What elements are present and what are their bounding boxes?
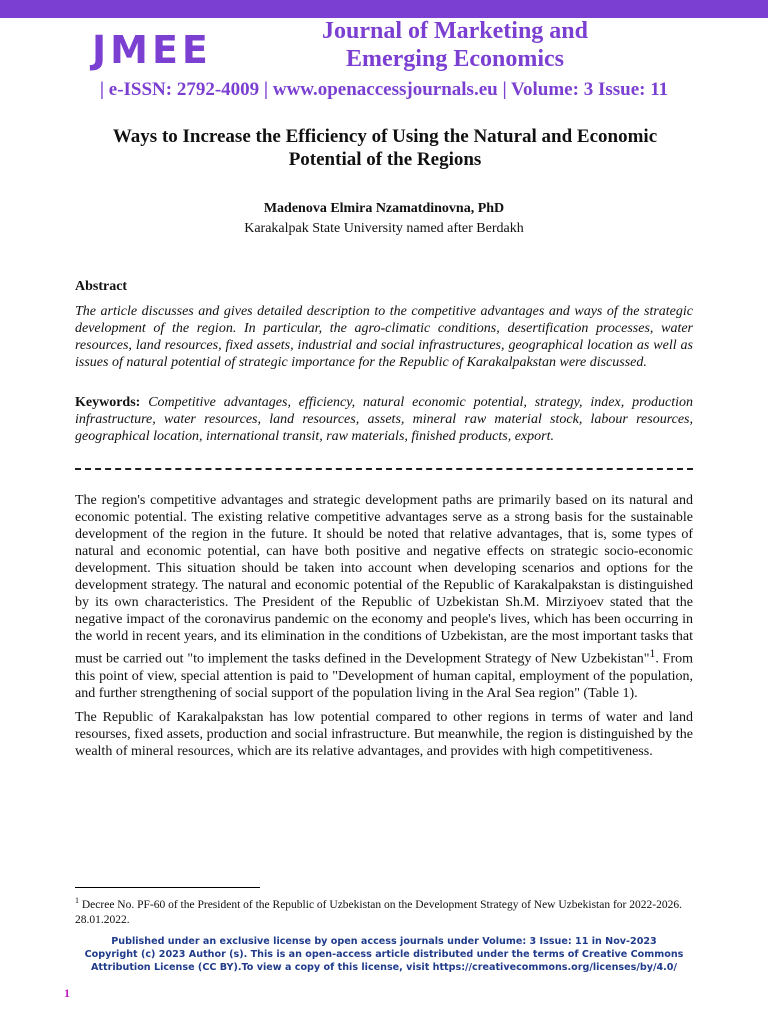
keywords-text: Competitive advantages, efficiency, natural economic potential, strategy, index, production infrastructure, water resources, land resources, assets, mineral raw material stock, labour resources, geographical location, international transit, raw materials, finished products, export. [75,395,694,444]
keywords-label: Keywords: [75,395,141,410]
body-paragraph-text: The region's competitive advantages and strategic development paths are primarily based on its natural and economic potential. The existing relative competitive advantages serve as a strong basis for the sustainable development of the region in the future. It should be noted that relative advantages, that is, some types of natural and economic potential, can have both positive and negative effects on strategic socio-economic development. This situation should be taken into account when developing scenarios and options for the development strategy. The natural and economic potential of the Republic of Karakalpakstan is distinguished by its own characteristics. The President of the Republic of Uzbekistan Sh.M. Mirziyoev stated that the negative impact of the coronavirus pandemic on the economy and people's lives, which has been occurring in the world in recent years, and its elimination in the conditions of Uzbekistan, are the most important tasks that must be carried out "to implement the tasks defined in the Development Strategy of New Uzbekistan" [75,493,693,667]
journal-logo: JMEE [92,28,212,72]
article-title-line2: Potential of the Regions [288,149,482,170]
issn-line: | e-ISSN: 2792-4009 | www.openaccessjournals.eu | Volume: 3 Issue: 11 [99,79,669,100]
footnote-rule [75,887,260,888]
author-affiliation: Karakalpak State University named after Berdakh [244,221,524,236]
article-title-line1: Ways to Increase the Efficiency of Using the Natural and Economic [112,126,658,147]
license-line1: Published under an exclusive license by open access journals under Volume: 3 Issue: 11 in Nov-2023 [111,936,657,947]
author-name: Madenova Elmira Nzamatdinovna, PhD [263,201,505,216]
journal-title-line2: Emerging Economics [346,46,564,72]
body-text [75,492,693,767]
body-paragraph-text: . From this point of view, special attention is paid to "Development of human capital, employment of the population, and further strengthening of social support of the population living in the Aral Sea region" (Table 1). [75,651,693,701]
license-line3[interactable]: Attribution License (CC BY).To view a copy of this license, visit https://creativecommons.org/licenses/by/4.0/ [91,962,677,973]
journal-title-line1: Journal of Marketing and [321,18,588,44]
body-paragraph [75,492,693,702]
section-divider [75,468,693,484]
license-notice [80,935,688,974]
journal-title [300,17,610,73]
abstract-heading: Abstract [75,279,128,294]
footnote [75,893,693,928]
page-number: 1 [64,986,70,1000]
footnote-text: Decree No. PF-60 of the President of the Republic of Uzbekistan on the Development Strategy of New Uzbekistan for 2022-2026. 28.01.2022. [75,898,682,926]
article-title [80,125,690,171]
footnote-reference[interactable]: 1 [649,647,656,660]
keywords [75,394,693,445]
body-paragraph: The Republic of Karakalpakstan has low potential compared to other regions in terms of water and land resourses, fixed assets, production and social infrastructure. But meanwhile, the region is distinguished by the wealth of mineral resources, which are its relative advantages, and provides with high competitiveness. [75,709,693,759]
footnote-mark: 1 [75,896,79,905]
abstract-text: The article discusses and gives detailed description to the competitive advantages and ways of the strategic development of the region. In particular, the agro-climatic conditions, desertification processes, water resources, land resources, fixed assets, industrial and social infrastructures, geographical location as well as issues of natural potential of strategic importance for the Republic of Karakalpakstan were discussed. [75,304,693,370]
header-bar [0,0,768,18]
license-line2: Copyright (c) 2023 Author (s). This is an open-access article distributed under the terms of Creative Commons [84,949,684,960]
